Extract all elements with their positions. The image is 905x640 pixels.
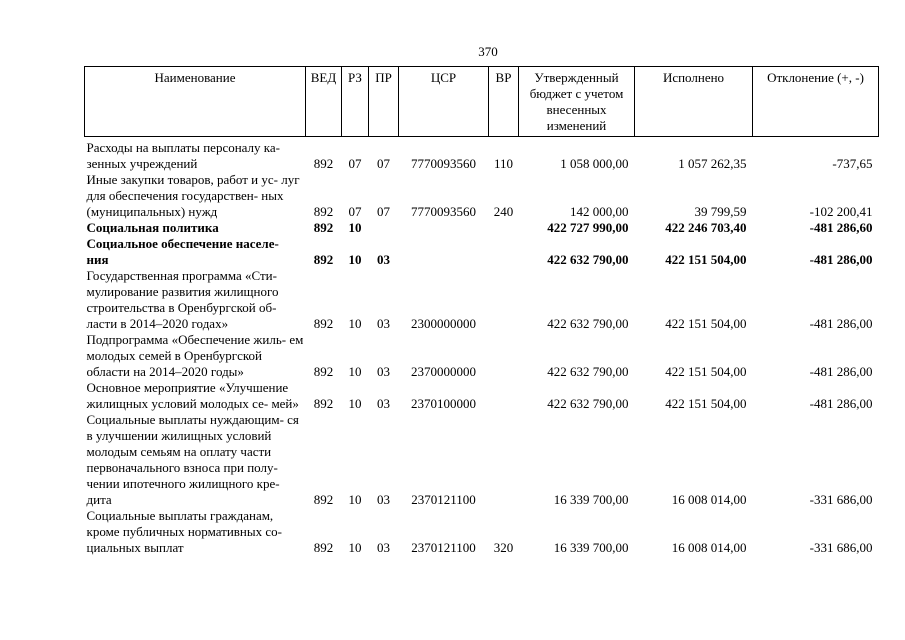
cell-executed: 16 008 014,00	[671, 540, 747, 555]
cell-rz: 07	[348, 204, 362, 219]
cell-pr: 03	[377, 540, 390, 555]
cell-name: Социальные выплаты нуждающим- ся в улучшении жилищных условий молодым семьям на оплату части первоначального взноса при полу- чении ипотечного жилищного кре- дита	[86, 412, 299, 507]
page-number: 370	[478, 44, 498, 59]
cell-csr: 7770093560	[411, 204, 476, 219]
cell-ved: 892	[313, 396, 334, 411]
table-header-row	[85, 67, 879, 137]
table-row	[85, 332, 879, 380]
table-row	[85, 137, 879, 173]
cell-name: Подпрограмма «Обеспечение жиль- ем молодых семей в Оренбургской области на 2014–2020 годы»	[86, 332, 304, 379]
cell-csr: 2370000000	[411, 364, 476, 379]
cell-approved: 1 058 000,00	[560, 156, 629, 171]
cell-executed: 422 151 504,00	[665, 252, 747, 267]
cell-ved: 892	[313, 204, 334, 219]
cell-vr	[489, 332, 519, 380]
cell-deviation: -331 686,00	[809, 492, 873, 507]
cell-pr: 03	[377, 316, 390, 331]
header-pr: ПР	[369, 67, 399, 137]
header-approved: Утвержденный бюджет с учетом внесенных изменений	[519, 67, 635, 137]
cell-name: Социальные выплаты гражданам, кроме публичных нормативных со- циальных выплат	[86, 508, 282, 555]
cell-approved: 422 632 790,00	[547, 396, 629, 411]
cell-pr: 07	[377, 156, 390, 171]
table-row	[85, 236, 879, 268]
cell-executed: 16 008 014,00	[671, 492, 747, 507]
cell-name: Социальное обеспечение населе- ния	[86, 236, 279, 267]
table-row	[85, 412, 879, 508]
cell-pr: 07	[377, 204, 390, 219]
cell-csr	[399, 220, 489, 236]
cell-executed: 422 151 504,00	[665, 364, 747, 379]
table-row	[85, 380, 879, 412]
cell-ved: 892	[313, 316, 334, 331]
cell-approved: 142 000,00	[570, 204, 629, 219]
cell-pr: 03	[377, 364, 390, 379]
cell-rz: 10	[348, 540, 362, 555]
cell-rz: 07	[348, 156, 362, 171]
cell-ved: 892	[313, 492, 334, 507]
header-vr: ВР	[489, 67, 519, 137]
header-name: Наименование	[85, 67, 306, 137]
cell-ved: 892	[313, 540, 334, 555]
cell-pr: 03	[377, 252, 390, 267]
cell-csr: 7770093560	[411, 156, 476, 171]
cell-vr	[489, 412, 519, 508]
cell-ved: 892	[313, 252, 334, 267]
header-ved: ВЕД	[306, 67, 342, 137]
cell-ved: 892	[313, 220, 334, 235]
cell-vr: 320	[493, 540, 514, 555]
cell-executed: 39 799,59	[694, 204, 747, 219]
cell-rz: 10	[348, 396, 362, 411]
cell-vr: 240	[493, 204, 514, 219]
cell-csr: 2370100000	[411, 396, 476, 411]
cell-vr	[489, 236, 519, 268]
cell-executed: 422 151 504,00	[665, 316, 747, 331]
cell-rz: 10	[348, 492, 362, 507]
cell-deviation: -481 286,00	[809, 364, 873, 379]
cell-approved: 422 727 990,00	[547, 220, 629, 235]
budget-table	[84, 66, 879, 556]
cell-name: Расходы на выплаты персоналу ка- зенных учреждений	[86, 140, 281, 171]
cell-vr	[489, 268, 519, 332]
cell-pr: 03	[377, 492, 390, 507]
cell-approved: 422 632 790,00	[547, 252, 629, 267]
cell-approved: 422 632 790,00	[547, 364, 629, 379]
cell-pr	[369, 220, 399, 236]
cell-rz: 10	[348, 252, 362, 267]
cell-deviation: -481 286,00	[809, 316, 873, 331]
header-deviation: Отклонение (+, -)	[753, 67, 879, 137]
cell-deviation: -481 286,00	[809, 252, 873, 267]
cell-deviation: -331 686,00	[809, 540, 873, 555]
cell-csr: 2300000000	[411, 316, 476, 331]
cell-rz: 10	[348, 316, 362, 331]
cell-approved: 422 632 790,00	[547, 316, 629, 331]
cell-rz: 10	[348, 220, 362, 235]
cell-deviation: -102 200,41	[809, 204, 873, 219]
cell-ved: 892	[313, 156, 334, 171]
cell-deviation: -481 286,60	[809, 220, 873, 235]
cell-name: Основное мероприятие «Улучшение жилищных условий молодых се- мей»	[86, 380, 299, 411]
cell-name: Государственная программа «Сти- мулирование развития жилищного строительства в Оренбургской об- ласти в 2014–2020 годах»	[86, 268, 279, 331]
header-rz: РЗ	[342, 67, 369, 137]
cell-csr: 2370121100	[411, 492, 476, 507]
cell-approved: 16 339 700,00	[553, 540, 629, 555]
cell-approved: 16 339 700,00	[553, 492, 629, 507]
cell-executed: 1 057 262,35	[678, 156, 747, 171]
table-row	[85, 220, 879, 236]
cell-pr: 03	[377, 396, 390, 411]
cell-name: Иные закупки товаров, работ и ус- луг для обеспечения государствен- ных (муниципальных) нужд	[86, 172, 300, 219]
cell-deviation: -737,65	[832, 156, 873, 171]
header-executed: Исполнено	[635, 67, 753, 137]
cell-name: Социальная политика	[86, 220, 219, 235]
table-row	[85, 268, 879, 332]
cell-deviation: -481 286,00	[809, 396, 873, 411]
table-row	[85, 508, 879, 556]
cell-vr	[489, 220, 519, 236]
header-csr: ЦСР	[399, 67, 489, 137]
cell-rz: 10	[348, 364, 362, 379]
cell-csr	[399, 236, 489, 268]
cell-vr	[489, 380, 519, 412]
cell-executed: 422 151 504,00	[665, 396, 747, 411]
cell-vr: 110	[493, 156, 514, 171]
cell-executed: 422 246 703,40	[665, 220, 747, 235]
table-row	[85, 172, 879, 220]
cell-csr: 2370121100	[411, 540, 476, 555]
cell-ved: 892	[313, 364, 334, 379]
